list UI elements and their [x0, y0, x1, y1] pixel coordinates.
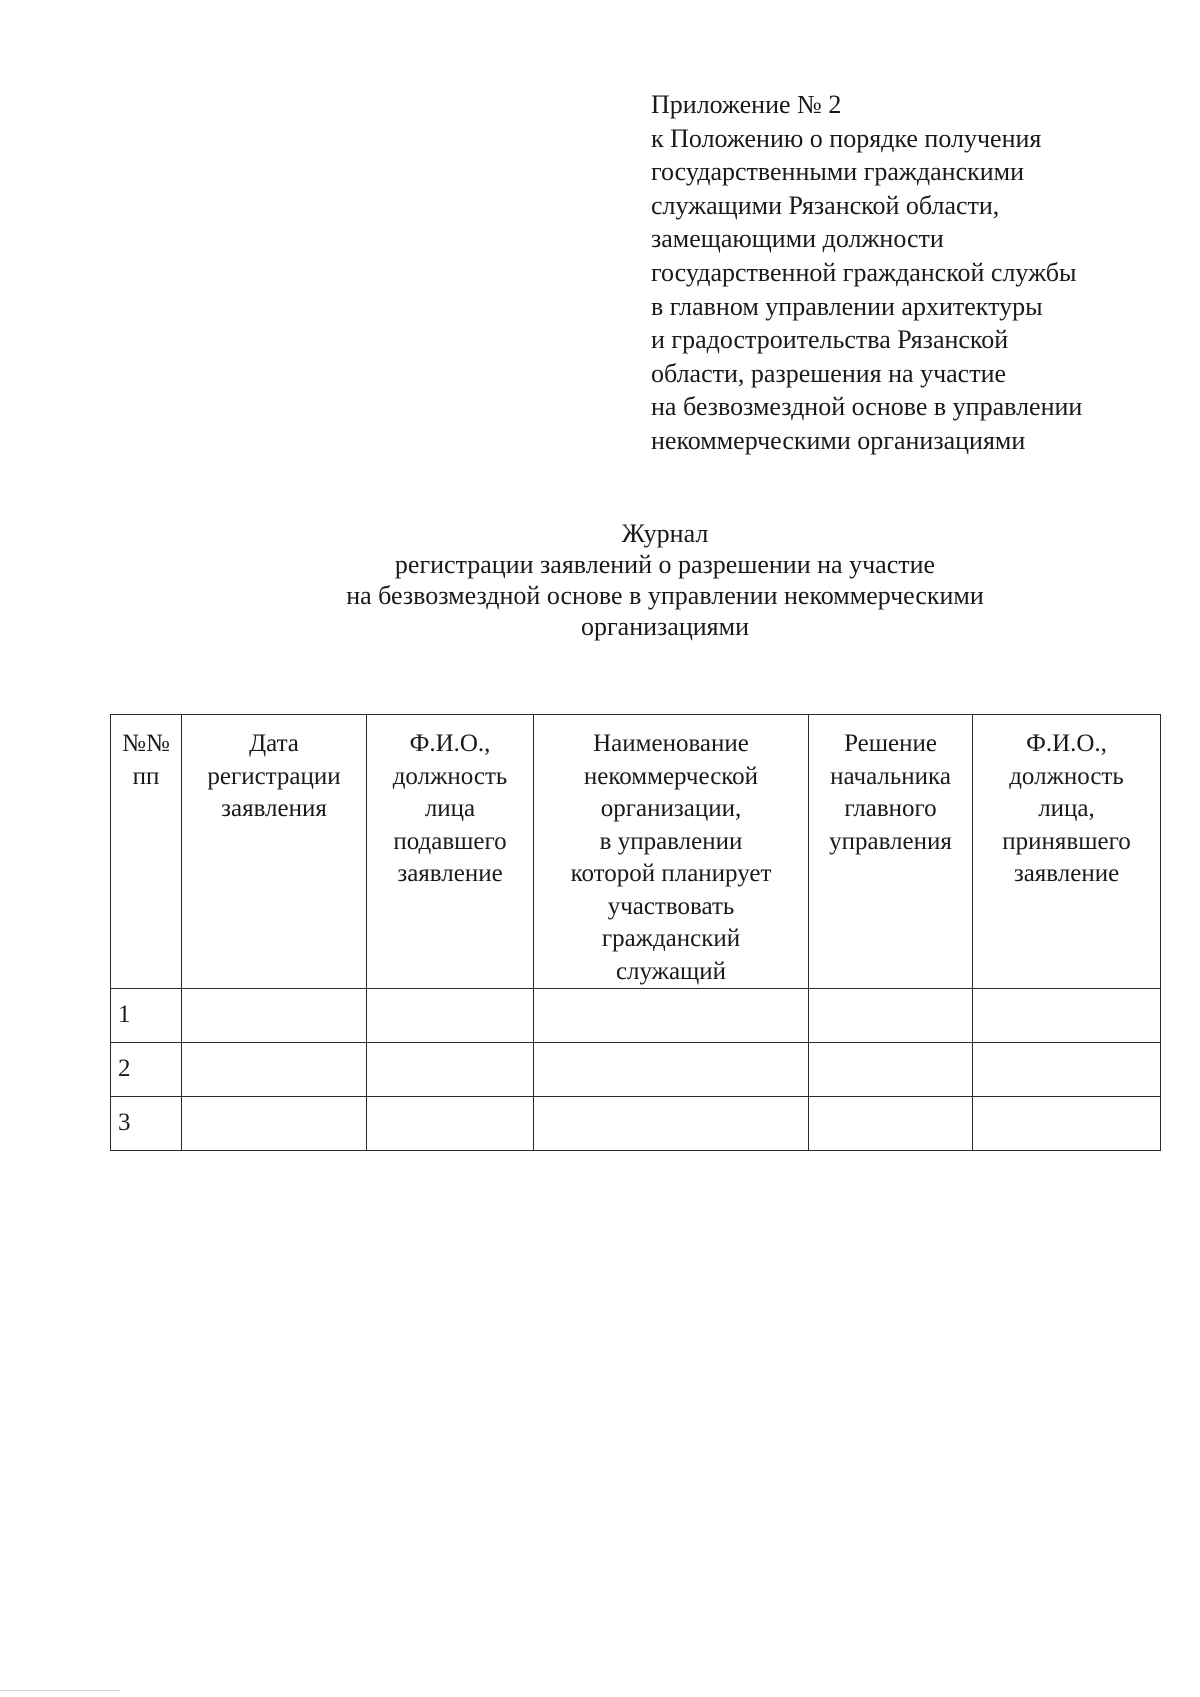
- scan-edge-mark: [0, 1690, 120, 1691]
- row-number-cell: 1: [111, 989, 182, 1043]
- appendix-line: служащими Рязанской области,: [651, 190, 1000, 220]
- table-row: [111, 989, 1161, 1043]
- empty-cell: [534, 1097, 809, 1151]
- table-header-row: [111, 715, 1161, 989]
- empty-cell: [367, 989, 534, 1043]
- empty-cell: [973, 989, 1161, 1043]
- journal-subtitle-line: регистрации заявлений о разрешении на участие: [394, 550, 936, 579]
- column-header-decision: Решение начальника главного управления: [809, 715, 973, 989]
- column-header-receiver: Ф.И.О., должность лица, принявшего заявление: [973, 715, 1161, 989]
- journal-subtitle-line: на безвозмездной основе в управлении некоммерческими: [346, 581, 984, 610]
- empty-cell: [973, 1097, 1161, 1151]
- row-number-cell: 3: [111, 1097, 182, 1151]
- empty-cell: [182, 1097, 367, 1151]
- table-row: [111, 1043, 1161, 1097]
- appendix-line: в главном управлении архитектуры: [651, 291, 1043, 321]
- column-header-organization: Наименование некоммерческой организации, в управлении которой планирует участвовать гражданский служащий: [534, 715, 809, 989]
- empty-cell: [534, 1043, 809, 1097]
- row-number-cell: 2: [111, 1043, 182, 1097]
- column-header-registration-date: Дата регистрации заявления: [182, 715, 367, 989]
- column-header-applicant: Ф.И.О., должность лица подавшего заявление: [367, 715, 534, 989]
- empty-cell: [182, 989, 367, 1043]
- appendix-line: некоммерческими организациями: [651, 425, 1026, 455]
- appendix-line: государственными гражданскими: [651, 157, 1025, 187]
- appendix-line: к Положению о порядке получения: [651, 123, 1042, 153]
- appendix-line: области, разрешения на участие: [651, 358, 1007, 388]
- appendix-header: [651, 88, 1171, 458]
- empty-cell: [973, 1043, 1161, 1097]
- appendix-line: государственной гражданской службы: [651, 257, 1077, 287]
- empty-cell: [367, 1097, 534, 1151]
- empty-cell: [367, 1043, 534, 1097]
- appendix-line: на безвозмездной основе в управлении: [651, 392, 1083, 422]
- empty-cell: [534, 989, 809, 1043]
- journal-heading: Журнал: [621, 519, 709, 548]
- appendix-line: и градостроительства Рязанской: [651, 325, 1009, 355]
- journal-title: [200, 518, 1130, 642]
- registration-journal-table: [110, 714, 1161, 1151]
- appendix-line: Приложение № 2: [651, 90, 842, 119]
- table-row: [111, 1097, 1161, 1151]
- empty-cell: [182, 1043, 367, 1097]
- appendix-line: замещающими должности: [651, 224, 944, 254]
- column-header-number: №№ пп: [111, 715, 182, 989]
- empty-cell: [809, 1043, 973, 1097]
- empty-cell: [809, 1097, 973, 1151]
- journal-subtitle-line: организациями: [581, 612, 749, 641]
- empty-cell: [809, 989, 973, 1043]
